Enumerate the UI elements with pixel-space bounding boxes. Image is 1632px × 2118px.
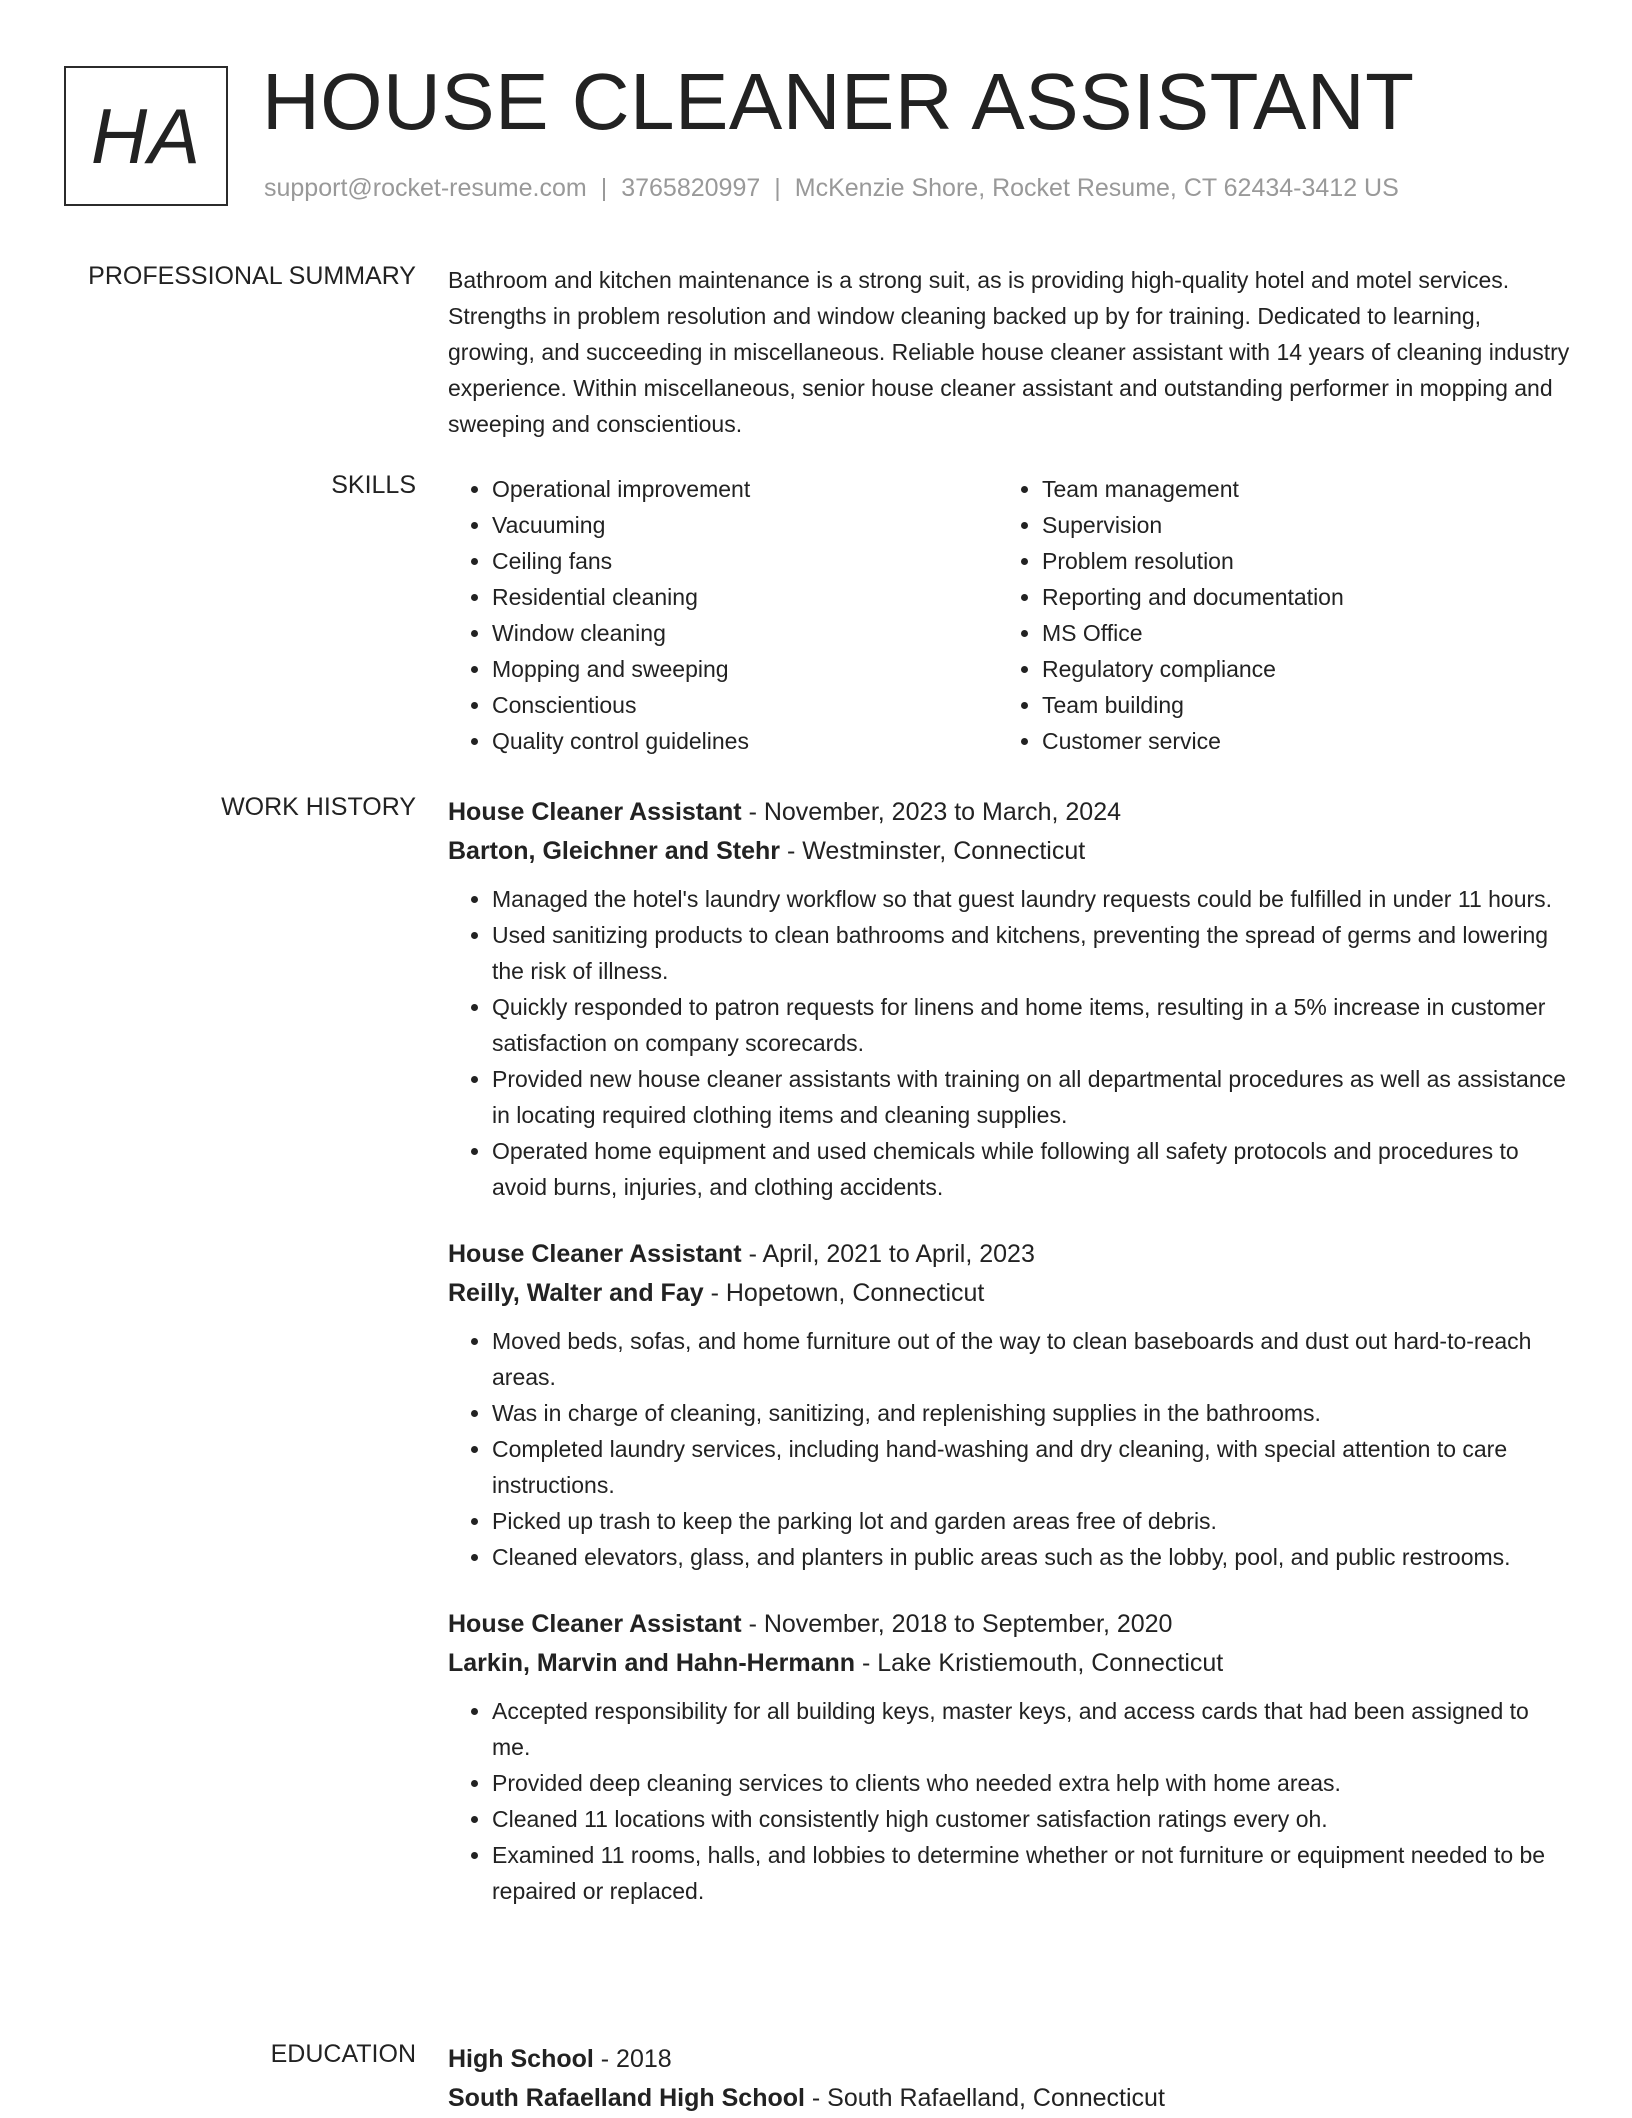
job-title-line (448, 793, 1570, 832)
section-label-summary: PROFESSIONAL SUMMARY (88, 262, 416, 290)
job-bullet: • Completed laundry services, including hand-washing and dry cleaning, with special attention to care instructions. (492, 1431, 1570, 1503)
skills-body (448, 471, 1570, 759)
skill-item: • Ceiling fans (492, 543, 998, 579)
job-company-line (448, 1274, 1570, 1313)
job-bullet: • Accepted responsibility for all building keys, master keys, and access cards that had been assigned to me. (492, 1693, 1570, 1765)
contact-email: support@rocket-resume.com (264, 174, 587, 202)
job-title: House Cleaner Assistant (448, 1610, 742, 1638)
section-label-work-history: WORK HISTORY (221, 793, 416, 821)
skills-list-left (448, 471, 998, 759)
job-entry (448, 1235, 1570, 1575)
job-bullets (448, 1693, 1570, 1909)
skill-item: • Operational improvement (492, 471, 998, 507)
skill-item: • Quality control guidelines (492, 723, 998, 759)
job-title-line (448, 1605, 1570, 1644)
education-year: - 2018 (593, 2045, 672, 2073)
job-bullet: • Used sanitizing products to clean bathrooms and kitchens, preventing the spread of germs and lowering the risk of illness. (492, 917, 1570, 989)
job-bullet: • Managed the hotel's laundry workflow so that guest laundry requests could be fulfilled in under 11 hours. (492, 881, 1570, 917)
skills-list-right (998, 471, 1548, 759)
job-dates: - November, 2018 to September, 2020 (741, 1610, 1173, 1638)
skill-item: • Problem resolution (1042, 543, 1548, 579)
job-bullet: • Was in charge of cleaning, sanitizing, and replenishing supplies in the bathrooms. (492, 1395, 1570, 1431)
job-dates: - April, 2021 to April, 2023 (741, 1240, 1035, 1268)
skill-item: • Window cleaning (492, 615, 998, 651)
skill-item: • MS Office (1042, 615, 1548, 651)
job-bullet: • Cleaned 11 locations with consistently high customer satisfaction ratings every oh. (492, 1801, 1570, 1837)
skill-item: • Supervision (1042, 507, 1548, 543)
job-bullet: • Cleaned elevators, glass, and planters in public areas such as the lobby, pool, and public restrooms. (492, 1539, 1570, 1575)
contact-address: McKenzie Shore, Rocket Resume, CT 62434-3412 US (794, 174, 1399, 202)
job-company-line (448, 1644, 1570, 1683)
initials: HA (90, 91, 202, 180)
skill-item: • Team management (1042, 471, 1548, 507)
summary-body (448, 262, 1570, 442)
skill-item: • Regulatory compliance (1042, 651, 1548, 687)
education-degree: High School (448, 2045, 594, 2073)
skill-item: • Mopping and sweeping (492, 651, 998, 687)
job-dates: - November, 2023 to March, 2024 (741, 798, 1121, 826)
education-location: - South Rafaelland, Connecticut (804, 2084, 1165, 2112)
job-bullets (448, 881, 1570, 1205)
skill-item: • Residential cleaning (492, 579, 998, 615)
job-entry (448, 793, 1570, 1205)
job-company: Reilly, Walter and Fay (448, 1279, 704, 1307)
job-bullet: • Provided deep cleaning services to clients who needed extra help with home areas. (492, 1765, 1570, 1801)
job-company: Larkin, Marvin and Hahn-Hermann (448, 1649, 856, 1677)
job-company-line (448, 832, 1570, 871)
job-bullet: • Picked up trash to keep the parking lot and garden areas free of debris. (492, 1503, 1570, 1539)
monogram-badge (64, 66, 228, 206)
contact-line (264, 174, 1399, 203)
job-bullet: • Provided new house cleaner assistants with training on all departmental procedures as well as assistance in locating required clothing items and cleaning supplies. (492, 1061, 1570, 1133)
education-body (448, 2040, 1570, 2118)
job-bullet: • Operated home equipment and used chemicals while following all safety protocols and procedures to avoid burns, injuries, and clothing accidents. (492, 1133, 1570, 1205)
skill-item: • Conscientious (492, 687, 998, 723)
summary-text: Bathroom and kitchen maintenance is a strong suit, as is providing high-quality hotel and motel services. Strengths in problem resolution and window cleaning backed up by for training. Dedicated to learning, growing, and succeeding in miscellaneous. Reliable house cleaner assistant with 14 years of cleaning industry experience. Within miscellaneous, senior house cleaner assistant and outstanding performer in mopping and sweeping and conscientious. (448, 267, 1570, 437)
education-degree-line (448, 2040, 1570, 2079)
job-title: House Cleaner Assistant (448, 798, 742, 826)
job-bullet: • Quickly responded to patron requests for linens and home items, resulting in a 5% increase in customer satisfaction on company scorecards. (492, 989, 1570, 1061)
education-school: South Rafaelland High School (448, 2084, 805, 2112)
job-location: - Hopetown, Connecticut (703, 1279, 985, 1307)
job-title-line (448, 1235, 1570, 1274)
job-company: Barton, Gleichner and Stehr (448, 837, 781, 865)
job-bullets (448, 1323, 1570, 1575)
job-title: House Cleaner Assistant (448, 1240, 742, 1268)
contact-phone: 3765820997 (621, 174, 761, 202)
job-location: - Westminster, Connecticut (780, 837, 1086, 865)
job-entry (448, 1605, 1570, 1909)
section-label-education: EDUCATION (270, 2040, 416, 2068)
work-history-body (448, 793, 1570, 1939)
job-bullet: • Moved beds, sofas, and home furniture out of the way to clean baseboards and dust out hard-to-reach areas. (492, 1323, 1570, 1395)
contact-separator: | (774, 174, 781, 202)
job-location: - Lake Kristiemouth, Connecticut (855, 1649, 1224, 1677)
contact-separator: | (600, 174, 608, 202)
job-bullet: • Examined 11 rooms, halls, and lobbies to determine whether or not furniture or equipment needed to be repaired or replaced. (492, 1837, 1570, 1909)
section-label-skills: SKILLS (331, 471, 416, 499)
education-school-line (448, 2079, 1570, 2118)
candidate-name: HOUSE CLEANER ASSISTANT (262, 57, 1415, 146)
skill-item: • Customer service (1042, 723, 1548, 759)
skill-item: • Reporting and documentation (1042, 579, 1548, 615)
skill-item: • Vacuuming (492, 507, 998, 543)
skill-item: • Team building (1042, 687, 1548, 723)
